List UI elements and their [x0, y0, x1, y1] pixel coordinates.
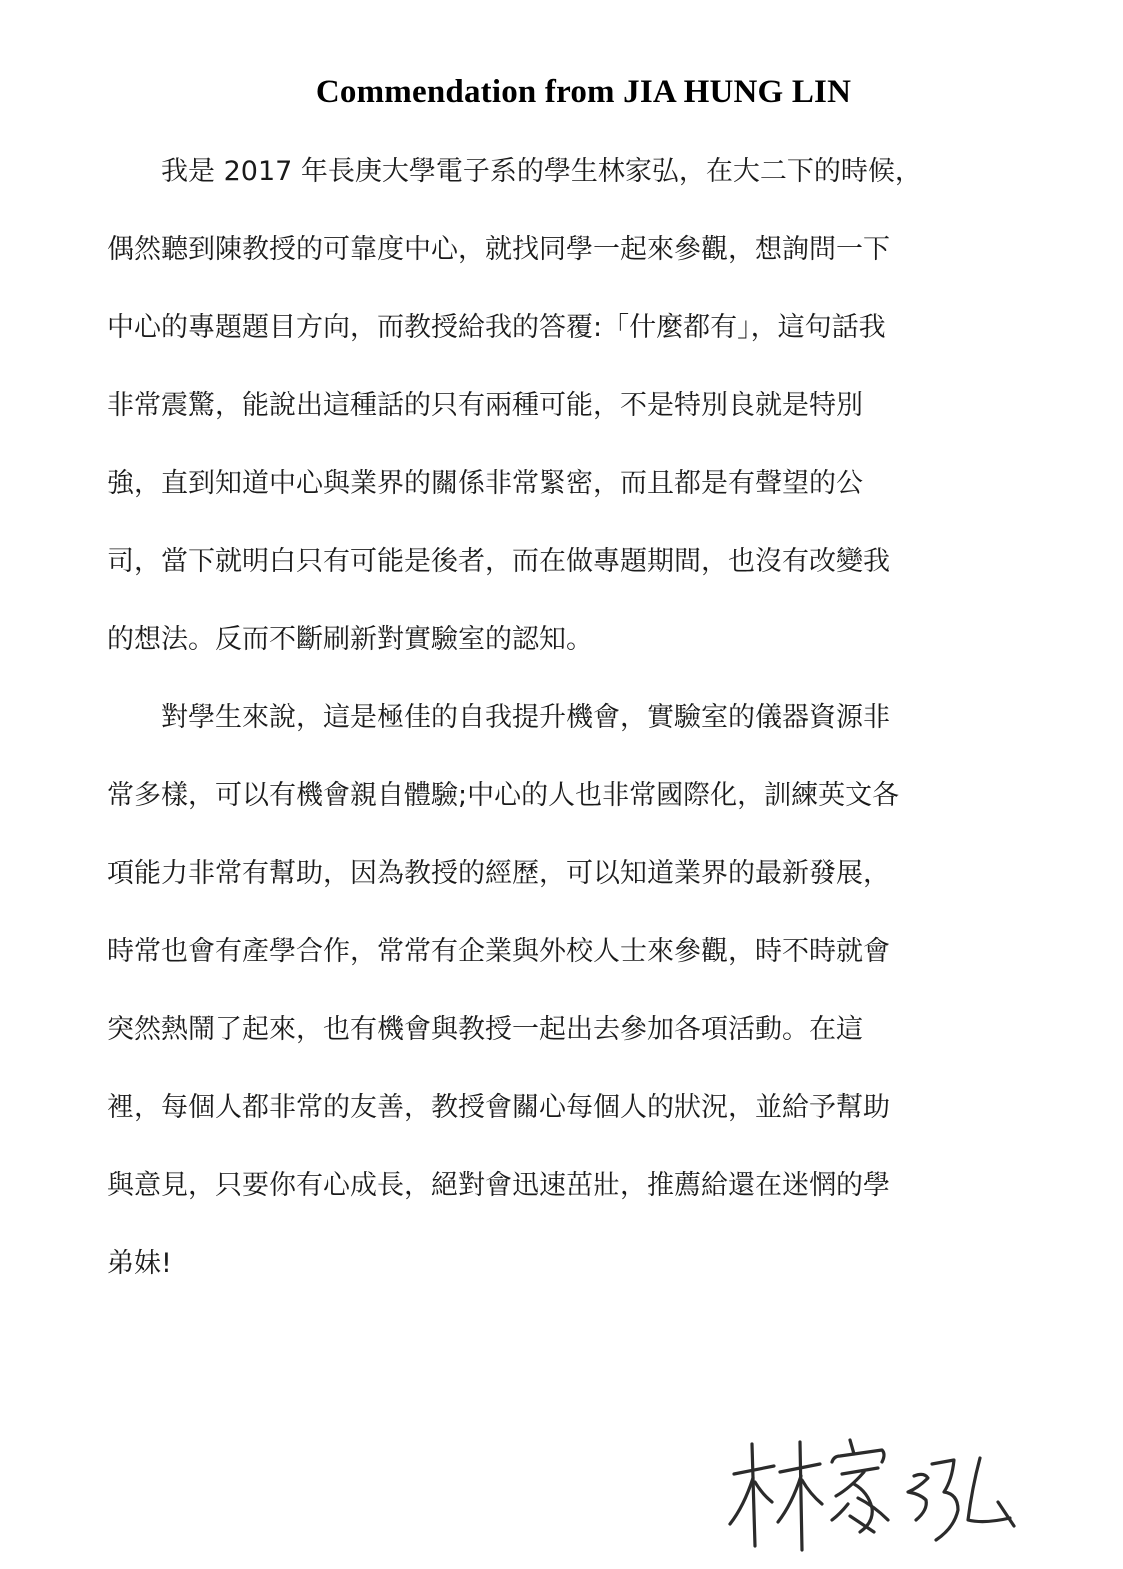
paragraph-line: 突然熱鬧了起來，也有機會與教授一起出去參加各項活動。在這	[107, 1014, 863, 1045]
handwritten-signature	[722, 1428, 1022, 1558]
paragraph-line: 偶然聽到陳教授的可靠度中心，就找同學一起來參觀，想詢問一下	[107, 234, 890, 265]
paragraph-2	[107, 679, 1007, 1303]
paragraph-line: 的想法。反而不斷刷新對實驗室的認知。	[107, 624, 593, 655]
paragraph-line: 常多樣，可以有機會親自體驗;中心的人也非常國際化，訓練英文各	[107, 780, 900, 811]
paragraph-line: 時常也會有產學合作，常常有企業與外校人士來參觀，時不時就會	[107, 936, 890, 967]
letter-body	[107, 133, 1007, 1303]
paragraph-line: 司，當下就明白只有可能是後者，而在做專題期間，也沒有改變我	[107, 546, 890, 577]
paragraph-line: 與意見，只要你有心成長，絕對會迅速茁壯，推薦給還在迷惘的學	[107, 1170, 890, 1201]
paragraph-1	[107, 133, 1007, 679]
paragraph-line: 項能力非常有幫助，因為教授的經歷，可以知道業界的最新發展，	[107, 858, 890, 889]
paragraph-line: 裡，每個人都非常的友善，教授會關心每個人的狀況，並給予幫助	[107, 1092, 890, 1123]
paragraph-line: 弟妹!	[107, 1248, 172, 1279]
page-title: Commendation from JIA HUNG LIN	[315, 74, 852, 110]
paragraph-line: 中心的專題題目方向，而教授給我的答覆:「什麼都有」，這句話我	[107, 312, 886, 343]
paragraph-line: 強，直到知道中心與業界的關係非常緊密，而且都是有聲望的公	[107, 468, 863, 499]
paragraph-line: 對學生來說，這是極佳的自我提升機會，實驗室的儀器資源非	[161, 702, 890, 733]
paragraph-line: 非常震驚，能說出這種話的只有兩種可能，不是特別良就是特別	[107, 390, 863, 421]
paragraph-line: 我是 2017 年長庚大學電子系的學生林家弘，在大二下的時候，	[161, 156, 922, 187]
